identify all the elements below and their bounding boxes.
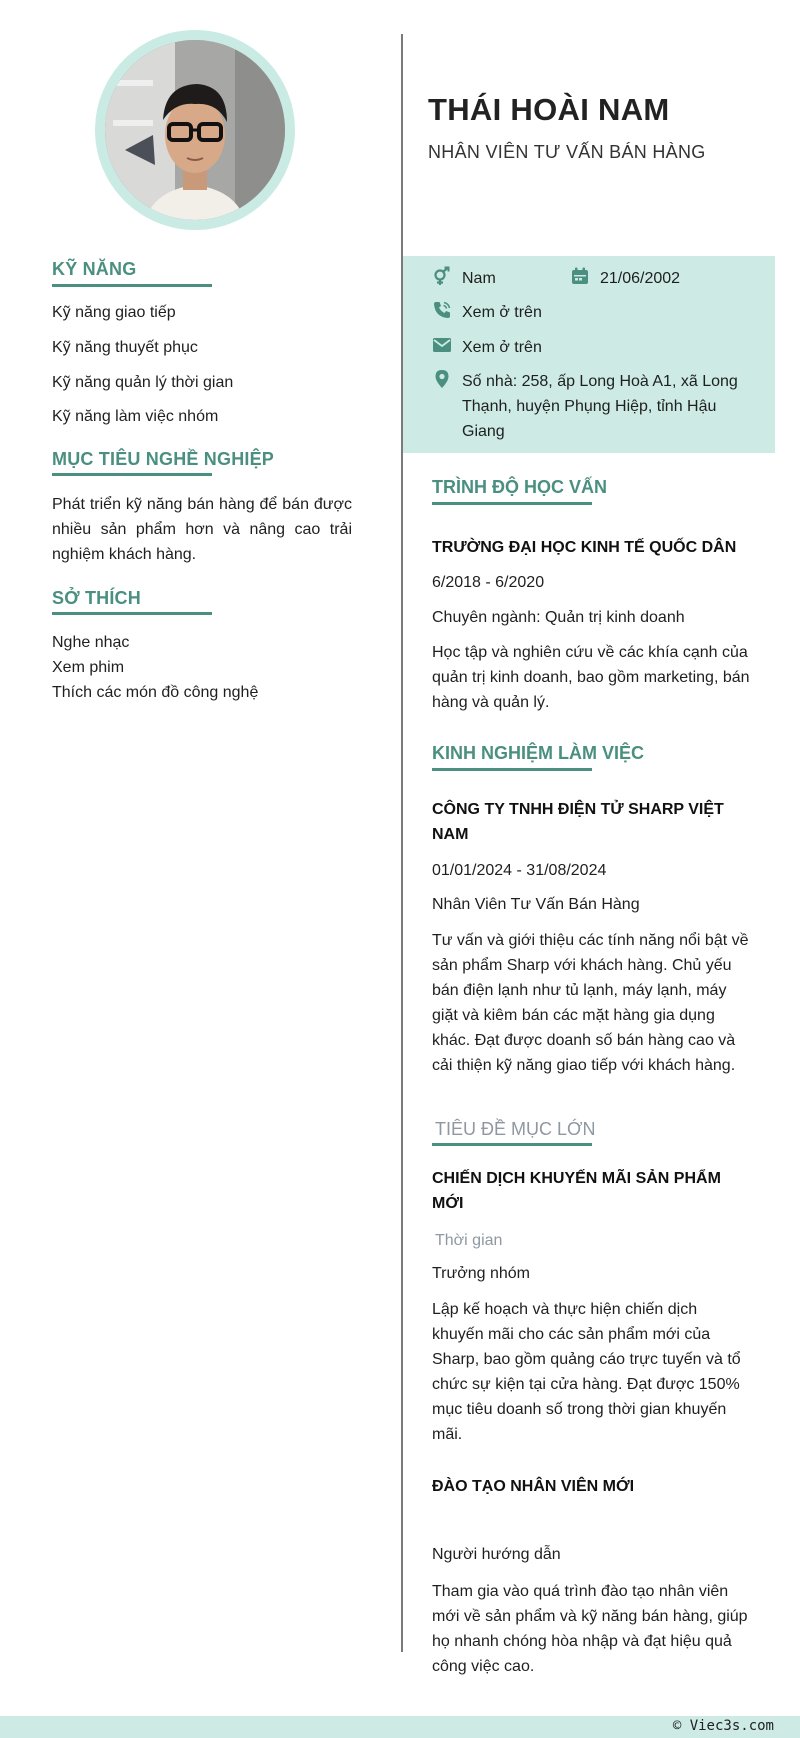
project-time: Thời gian bbox=[435, 1232, 503, 1249]
education-underline bbox=[432, 502, 592, 505]
footer-bar bbox=[0, 1716, 800, 1738]
skill-item: Kỹ năng quản lý thời gian bbox=[52, 374, 234, 391]
objective-title: MỤC TIÊU NGHỀ NGHIỆP bbox=[52, 449, 275, 469]
skill-item: Kỹ năng thuyết phục bbox=[52, 339, 198, 356]
project-name: ĐÀO TẠO NHÂN VIÊN MỚI bbox=[432, 1478, 635, 1495]
education-major: Chuyên ngành: Quản trị kinh doanh bbox=[432, 609, 685, 626]
objective-text: Phát triển kỹ năng bán hàng để bán được nhiều sản phẩm hơn và nâng cao trải nghiệm khách hàng. bbox=[52, 496, 352, 563]
phone-value: Xem ở trên bbox=[462, 304, 542, 321]
school-name: TRƯỜNG ĐẠI HỌC KINH TẾ QUỐC DÂN bbox=[432, 539, 737, 556]
footer-copyright: © Viec3s.com bbox=[672, 1718, 774, 1734]
project-description: Tham gia vào quá trình đào tạo nhân viên mới về sản phẩm và kỹ năng bán hàng, giúp họ nhanh chóng hòa nhập và đạt hiệu quả công việc cao. bbox=[432, 1583, 748, 1675]
skill-item: Kỹ năng giao tiếp bbox=[52, 304, 176, 321]
project-description: Lập kế hoạch và thực hiện chiến dịch khuyến mãi cho các sản phẩm mới của Sharp, bao gồm quảng cáo trực tuyến và tổ chức sự kiện tại cửa hàng. Đạt được 150% mục tiêu doanh số trong thời gian khuyến mãi. bbox=[432, 1301, 741, 1443]
profile-photo bbox=[105, 40, 285, 220]
address-value: Số nhà: 258, ấp Long Hoà A1, xã Long Thạnh, huyện Phụng Hiệp, tỉnh Hậu Giang bbox=[462, 373, 738, 440]
calendar-icon bbox=[570, 266, 590, 286]
experience-position: Nhân Viên Tư Vấn Bán Hàng bbox=[432, 896, 640, 913]
hobby-item: Thích các món đồ công nghệ bbox=[52, 684, 259, 701]
project-role: Trưởng nhóm bbox=[432, 1265, 530, 1282]
projects-title: TIÊU ĐỀ MỤC LỚN bbox=[435, 1119, 596, 1139]
email-value: Xem ở trên bbox=[462, 339, 542, 356]
skills-underline bbox=[52, 284, 212, 287]
hobby-item: Nghe nhạc bbox=[52, 634, 130, 651]
avatar-frame bbox=[95, 30, 295, 230]
education-description: Học tập và nghiên cứu về các khía cạnh của quản trị kinh doanh, bao gồm marketing, bán hàng và quản lý. bbox=[432, 644, 750, 711]
education-title: TRÌNH ĐỘ HỌC VẤN bbox=[432, 477, 607, 497]
experience-description: Tư vấn và giới thiệu các tính năng nổi bật về sản phẩm Sharp với khách hàng. Chủ yếu bán điện lạnh như tủ lạnh, máy lạnh, máy giặt và kiêm bán các mặt hàng gia dụng khác. Đạt được doanh số bán hàng cao và cải thiện kỹ năng giao tiếp với khách hàng. bbox=[432, 932, 749, 1074]
experience-underline bbox=[432, 768, 592, 771]
hobbies-underline bbox=[52, 612, 212, 615]
job-title: NHÂN VIÊN TƯ VẤN BÁN HÀNG bbox=[428, 142, 706, 162]
education-period: 6/2018 - 6/2020 bbox=[432, 574, 545, 591]
project-name: CHIẾN DỊCH KHUYẾN MÃI SẢN PHẨM MỚI bbox=[432, 1170, 721, 1212]
company-name: CÔNG TY TNHH ĐIỆN TỬ SHARP VIỆT NAM bbox=[432, 801, 724, 843]
objective-underline bbox=[52, 473, 212, 476]
candidate-name: THÁI HOÀI NAM bbox=[428, 92, 670, 127]
skill-item: Kỹ năng làm việc nhóm bbox=[52, 408, 219, 425]
phone-icon bbox=[432, 300, 452, 320]
hobbies-title: SỞ THÍCH bbox=[52, 588, 141, 608]
experience-period: 01/01/2024 - 31/08/2024 bbox=[432, 862, 607, 879]
skills-title: KỸ NĂNG bbox=[52, 259, 137, 279]
gender-value: Nam bbox=[462, 270, 496, 287]
avatar bbox=[105, 40, 285, 220]
projects-underline bbox=[432, 1143, 592, 1146]
gender-icon bbox=[432, 266, 452, 286]
hobby-item: Xem phim bbox=[52, 659, 125, 676]
location-icon bbox=[432, 369, 452, 389]
email-icon bbox=[432, 335, 452, 355]
project-role: Người hướng dẫn bbox=[432, 1546, 561, 1563]
birthdate-value: 21/06/2002 bbox=[600, 270, 681, 287]
experience-title: KINH NGHIỆM LÀM VIỆC bbox=[432, 743, 645, 763]
